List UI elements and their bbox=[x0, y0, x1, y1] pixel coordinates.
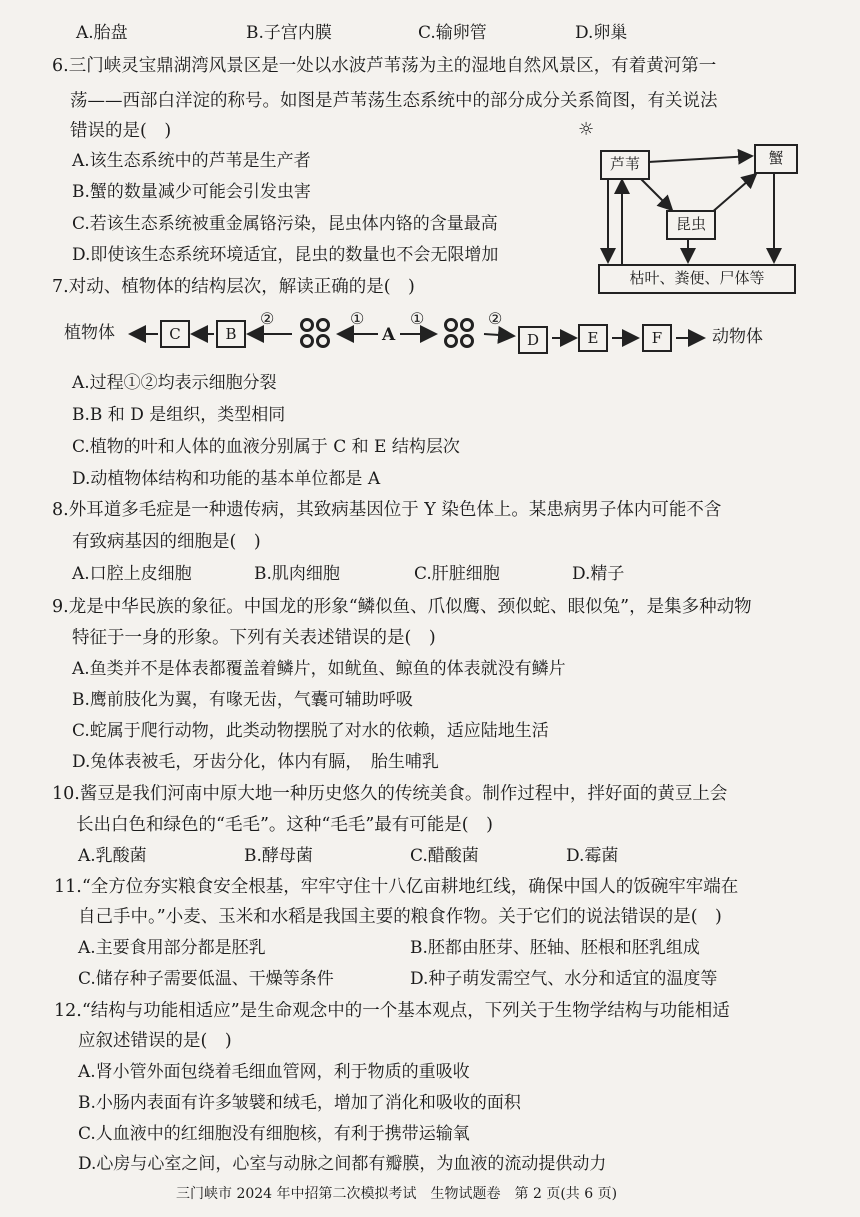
q11-option-d: D.种子萌发需空气、水分和适宜的温度等 bbox=[410, 969, 718, 989]
q6-stem-line-3: 错误的是( ) bbox=[70, 121, 172, 141]
q5-option-b: B.子宫内膜 bbox=[246, 23, 332, 43]
q6-option-b: B.蟹的数量减少可能会引发虫害 bbox=[72, 182, 311, 202]
node-crab: 蟹 bbox=[754, 144, 798, 174]
node-reed: 芦苇 bbox=[600, 150, 650, 180]
structure-level-diagram bbox=[64, 309, 804, 362]
q7-option-b: B.B 和 D 是组织，类型相同 bbox=[72, 405, 286, 425]
q12-stem-line-2: 应叙述错误的是( ) bbox=[78, 1031, 232, 1051]
q10-option-a: A.乳酸菌 bbox=[78, 846, 147, 866]
box-d: D bbox=[518, 326, 548, 354]
step-1-label-right: ① bbox=[410, 309, 425, 328]
sun-icon: ☼ bbox=[578, 119, 595, 140]
q5-option-a: A.胎盘 bbox=[76, 23, 128, 43]
q12-stem-line-1: 12.“结构与功能相适应”是生命观念中的一个基本观点，下列关于生物学结构与功能相适 bbox=[54, 1001, 730, 1021]
step-2-label-left: ② bbox=[260, 309, 275, 328]
q9-option-b: B.鹰前肢化为翼，有喙无齿，气囊可辅助呼吸 bbox=[72, 690, 413, 710]
cells-right-icon bbox=[442, 316, 476, 350]
q7-option-c: C.植物的叶和人体的血液分别属于 C 和 E 结构层次 bbox=[72, 437, 460, 457]
q9-option-d: D.兔体表被毛，牙齿分化，体内有膈， 胎生哺乳 bbox=[72, 752, 439, 772]
q8-option-a: A.口腔上皮细胞 bbox=[72, 564, 192, 584]
node-insect: 昆虫 bbox=[666, 210, 716, 240]
q12-option-a: A.肾小管外面包绕着毛细血管网，利于物质的重吸收 bbox=[78, 1062, 470, 1082]
q12-option-b: B.小肠内表面有许多皱襞和绒毛，增加了消化和吸收的面积 bbox=[78, 1093, 521, 1113]
q10-option-d: D.霉菌 bbox=[566, 846, 619, 866]
q9-stem-line-1: 9.龙是中华民族的象征。中国龙的形象“鳞似鱼、爪似鹰、颈似蛇、眼似兔”，是集多种动物 bbox=[52, 597, 752, 617]
q9-option-a: A.鱼类并不是体表都覆盖着鳞片，如鱿鱼、鲸鱼的体表就没有鳞片 bbox=[72, 659, 566, 679]
q8-stem-line-1: 8.外耳道多毛症是一种遗传病，其致病基因位于 Y 染色体上。某患病男子体内可能不含 bbox=[52, 500, 722, 520]
center-a-label: A bbox=[382, 325, 396, 345]
q7-option-a: A.过程①②均表示细胞分裂 bbox=[72, 373, 277, 393]
q10-option-b: B.酵母菌 bbox=[244, 846, 313, 866]
cells-left-icon bbox=[298, 316, 332, 350]
q11-stem-line-2: 自己手中。”小麦、玉米和水稻是我国主要的粮食作物。关于它们的说法错误的是( ) bbox=[78, 907, 722, 927]
q5-option-c: C.输卵管 bbox=[418, 23, 487, 43]
food-web-diagram bbox=[594, 140, 800, 300]
q7-stem: 7.对动、植物体的结构层次，解读正确的是( ) bbox=[52, 277, 415, 297]
q8-option-c: C.肝脏细胞 bbox=[414, 564, 500, 584]
q11-option-c: C.储存种子需要低温、干燥等条件 bbox=[78, 969, 334, 989]
step-2-label-right: ② bbox=[488, 309, 503, 328]
q10-stem-line-2: 长出白色和绿色的“毛毛”。这种“毛毛”最有可能是( ) bbox=[76, 815, 493, 835]
q7-option-d: D.动植物体结构和功能的基本单位都是 A bbox=[72, 469, 381, 489]
box-b: B bbox=[216, 320, 246, 348]
node-detritus: 枯叶、粪便、尸体等 bbox=[598, 264, 796, 294]
q9-stem-line-2: 特征于一身的形象。下列有关表述错误的是( ) bbox=[72, 628, 436, 648]
q8-option-b: B.肌肉细胞 bbox=[254, 564, 340, 584]
box-c: C bbox=[160, 320, 190, 348]
q8-stem-line-2: 有致病基因的细胞是( ) bbox=[72, 532, 261, 552]
q12-option-c: C.人血液中的红细胞没有细胞核，有利于携带运输氧 bbox=[78, 1124, 470, 1144]
animal-body-label: 动物体 bbox=[712, 327, 763, 347]
q11-option-b: B.胚都由胚芽、胚轴、胚根和胚乳组成 bbox=[410, 938, 700, 958]
box-f: F bbox=[642, 324, 672, 352]
q11-option-a: A.主要食用部分都是胚乳 bbox=[78, 938, 266, 958]
q6-option-d: D.即使该生态系统环境适宜，昆虫的数量也不会无限增加 bbox=[72, 245, 499, 265]
q8-option-d: D.精子 bbox=[572, 564, 625, 584]
q11-stem-line-1: 11.“全方位夯实粮食安全根基，牢牢守住十八亿亩耕地红线，确保中国人的饭碗牢牢端在 bbox=[54, 877, 739, 897]
box-e: E bbox=[578, 324, 608, 352]
q12-option-d: D.心房与心室之间，心室与动脉之间都有瓣膜，为血液的流动提供动力 bbox=[78, 1154, 607, 1174]
q10-option-c: C.醋酸菌 bbox=[410, 846, 479, 866]
q9-option-c: C.蛇属于爬行动物，此类动物摆脱了对水的依赖，适应陆地生活 bbox=[72, 721, 549, 741]
q6-stem-line-2: 荡——西部白洋淀的称号。如图是芦苇荡生态系统中的部分成分关系简图，有关说法 bbox=[70, 91, 718, 111]
q6-option-c: C.若该生态系统被重金属铬污染，昆虫体内铬的含量最高 bbox=[72, 214, 498, 234]
q10-stem-line-1: 10.酱豆是我们河南中原大地一种历史悠久的传统美食。制作过程中，拌好面的黄豆上会 bbox=[52, 784, 728, 804]
plant-body-label: 植物体 bbox=[64, 323, 115, 343]
page-footer: 三门峡市 2024 年中招第二次模拟考试 生物试题卷 第 2 页(共 6 页) bbox=[176, 1186, 618, 1202]
q5-option-d: D.卵巢 bbox=[575, 23, 628, 43]
q6-stem-line-1: 6.三门峡灵宝鼎湖湾风景区是一处以水波芦苇荡为主的湿地自然风景区，有着黄河第一 bbox=[52, 56, 717, 76]
step-1-label-left: ① bbox=[350, 309, 365, 328]
q6-option-a: A.该生态系统中的芦苇是生产者 bbox=[72, 151, 311, 171]
